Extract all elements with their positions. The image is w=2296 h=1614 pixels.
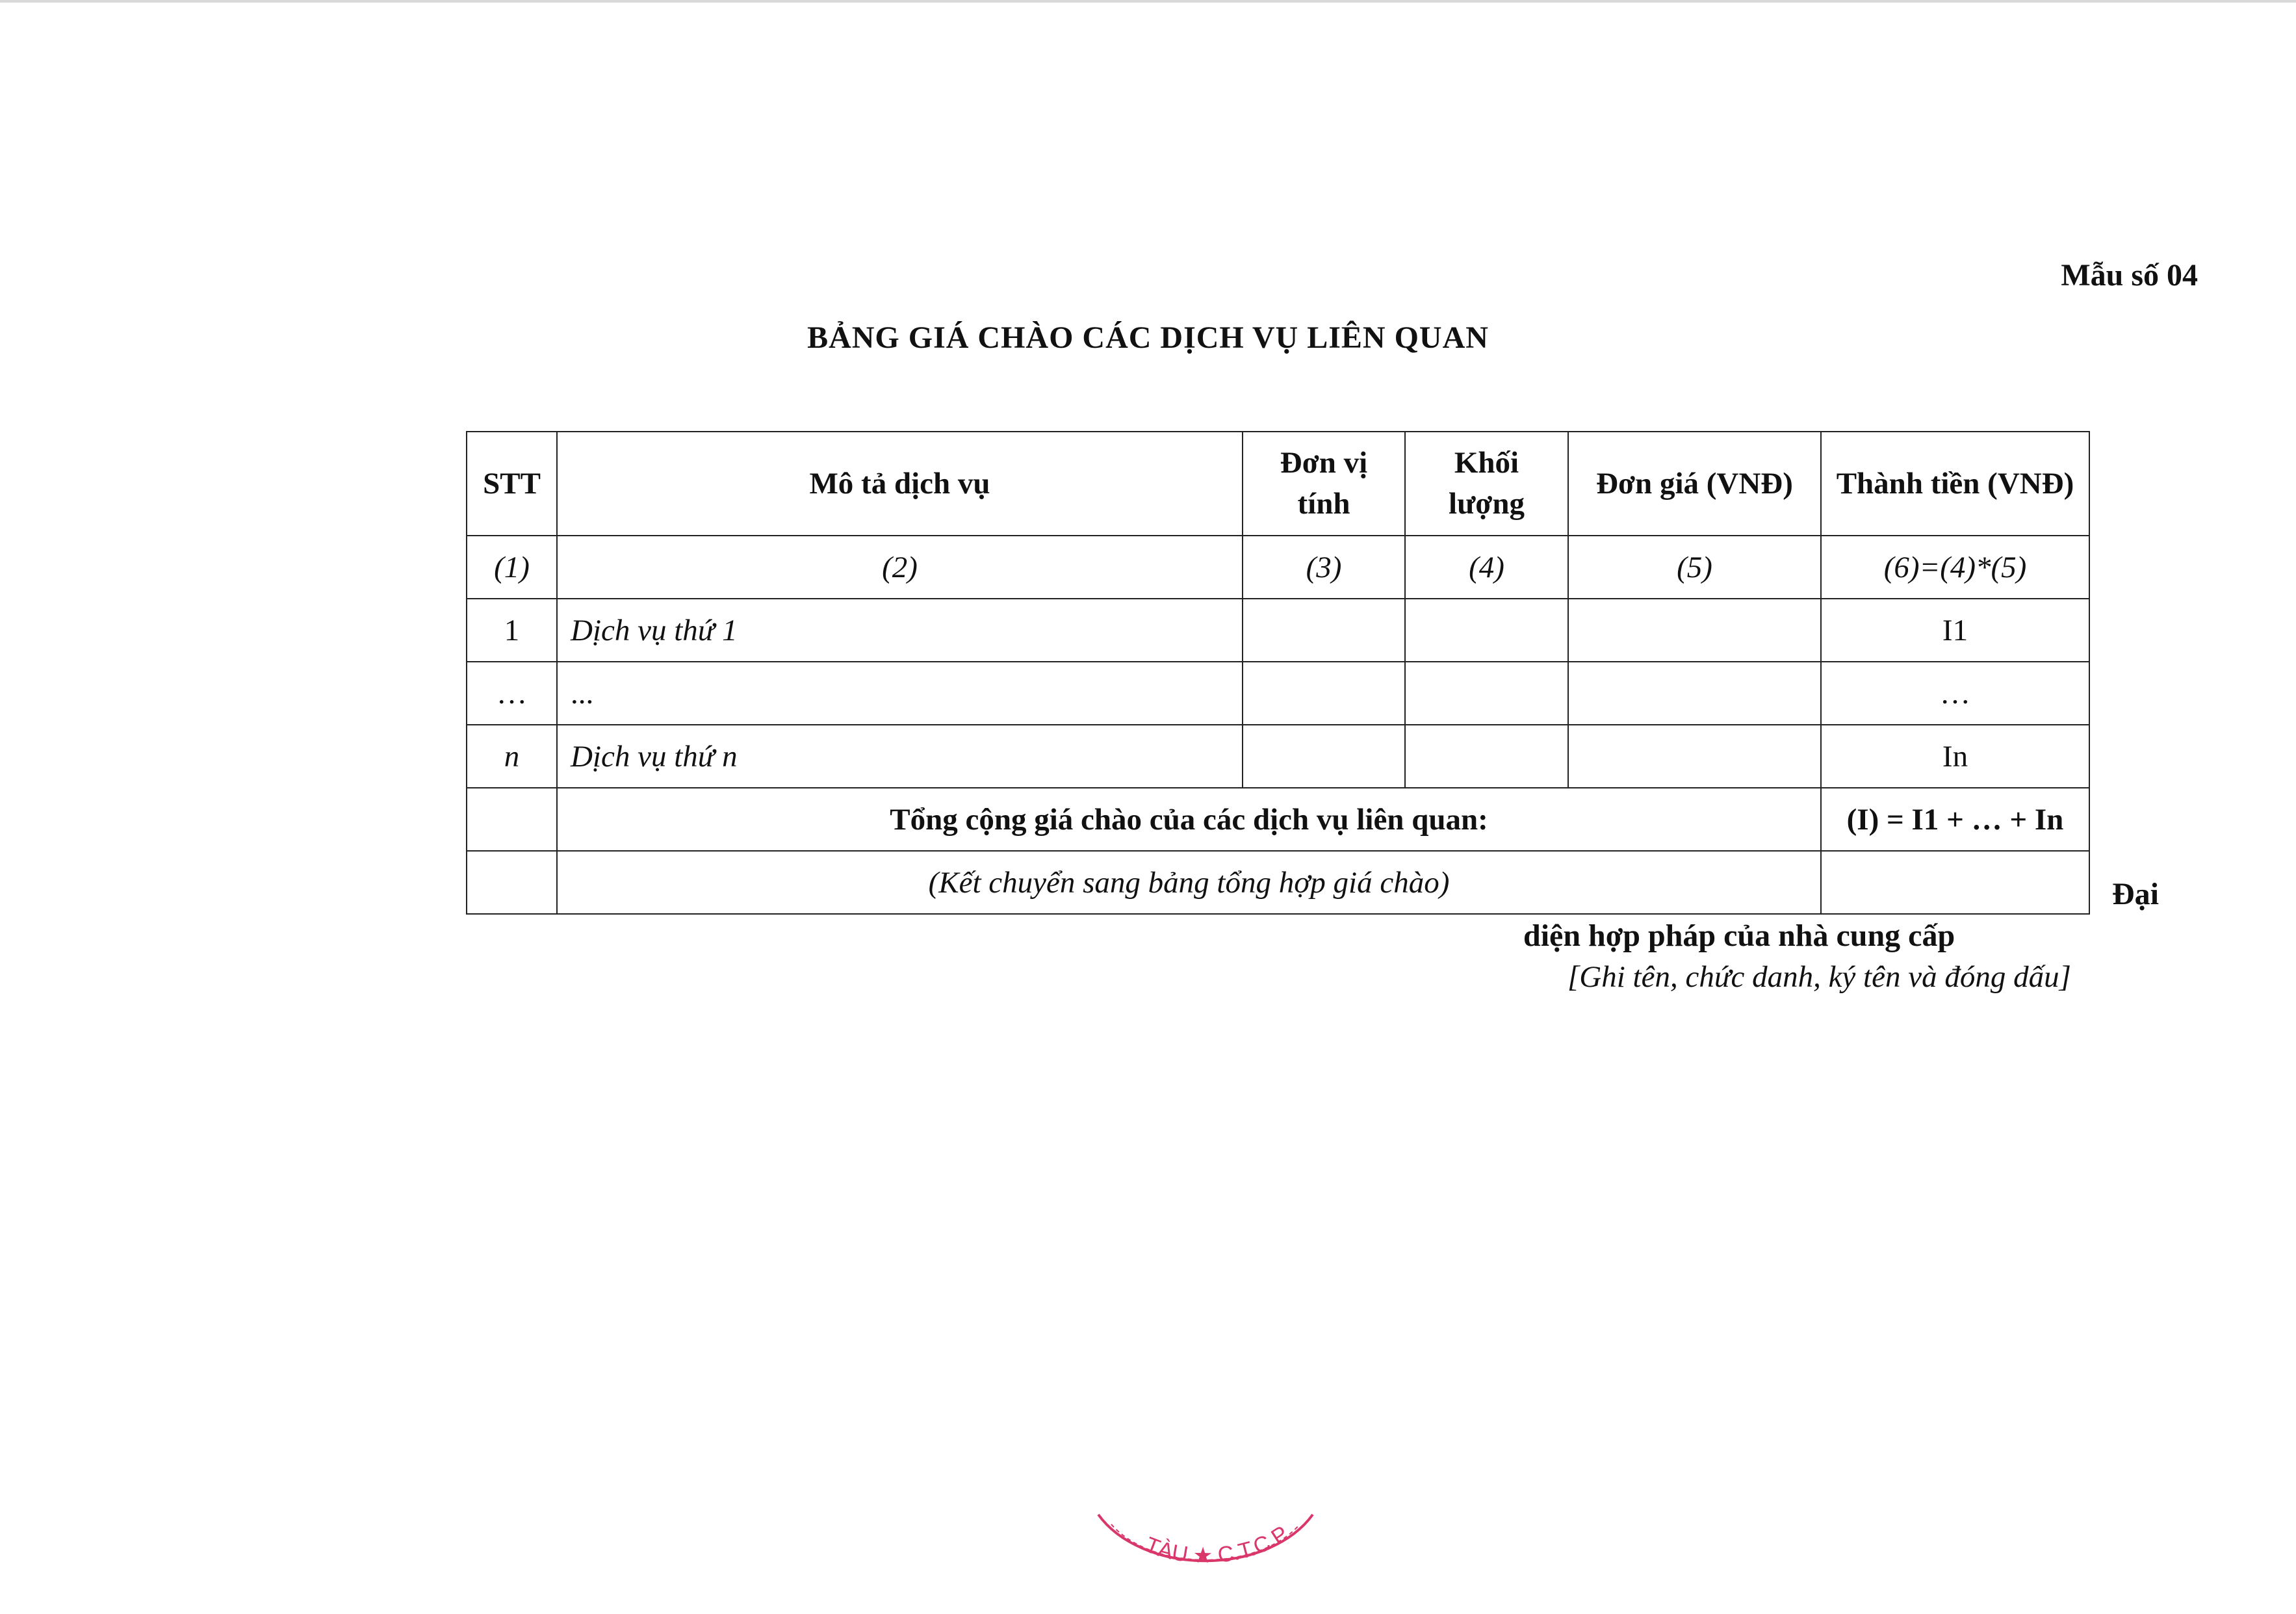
table-row — [467, 725, 2089, 788]
price-cell — [1568, 725, 1821, 788]
document-title: BẢNG GIÁ CHÀO CÁC DỊCH VỤ LIÊN QUAN — [807, 320, 1489, 355]
empty-cell — [467, 851, 557, 914]
qty-cell — [1405, 662, 1568, 725]
amount-cell: In — [1821, 725, 2089, 788]
transfer-note: (Kết chuyển sang bảng tổng hợp giá chào) — [557, 851, 1821, 914]
company-stamp — [1092, 1495, 1319, 1586]
desc-cell: ... — [557, 662, 1243, 725]
qty-cell — [1405, 599, 1568, 662]
qty-cell — [1405, 725, 1568, 788]
signature-instruction: [Ghi tên, chức danh, ký tên và đóng dấu] — [1567, 960, 2071, 994]
stamp-text: TÀU ★ C.T.C.P — [1142, 1521, 1293, 1568]
unit-cell — [1243, 662, 1405, 725]
total-label: Tổng cộng giá chào của các dịch vụ liên quan: — [557, 788, 1821, 851]
header-cell: Đơn giá (VNĐ) — [1568, 432, 1821, 536]
empty-cell — [467, 788, 557, 851]
table-header-row — [467, 432, 2089, 536]
unit-cell — [1243, 725, 1405, 788]
index-cell: (4) — [1405, 536, 1568, 599]
table-row — [467, 662, 2089, 725]
index-row — [467, 536, 2089, 599]
total-value: (I) = I1 + … + In — [1821, 788, 2089, 851]
index-cell: (6)=(4)*(5) — [1821, 536, 2089, 599]
signature-line-a: Đại — [2112, 877, 2159, 911]
header-cell: Đơn vị tính — [1243, 432, 1405, 536]
price-cell — [1568, 599, 1821, 662]
header-cell: Khối lượng — [1405, 432, 1568, 536]
amount-cell: … — [1821, 662, 2089, 725]
signature-line-b: diện hợp pháp của nhà cung cấp — [1523, 918, 1955, 953]
index-cell: (2) — [557, 536, 1243, 599]
table-row — [467, 599, 2089, 662]
header-cell: Mô tả dịch vụ — [557, 432, 1243, 536]
desc-cell: Dịch vụ thứ 1 — [557, 599, 1243, 662]
scan-edge — [0, 0, 2296, 3]
index-cell: (1) — [467, 536, 557, 599]
stt-cell: n — [467, 725, 557, 788]
transfer-row — [467, 851, 2089, 914]
total-row — [467, 788, 2089, 851]
header-cell: STT — [467, 432, 557, 536]
stt-cell: 1 — [467, 599, 557, 662]
index-cell: (3) — [1243, 536, 1405, 599]
price-table — [466, 431, 2090, 915]
unit-cell — [1243, 599, 1405, 662]
desc-cell: Dịch vụ thứ n — [557, 725, 1243, 788]
stt-cell: … — [467, 662, 557, 725]
svg-text:TÀU ★ C.T.C.P — [1142, 1521, 1293, 1568]
empty-cell — [1821, 851, 2089, 914]
header-cell: Thành tiền (VNĐ) — [1821, 432, 2089, 536]
price-cell — [1568, 662, 1821, 725]
form-number: Mẫu số 04 — [2061, 258, 2198, 293]
index-cell: (5) — [1568, 536, 1821, 599]
amount-cell: I1 — [1821, 599, 2089, 662]
